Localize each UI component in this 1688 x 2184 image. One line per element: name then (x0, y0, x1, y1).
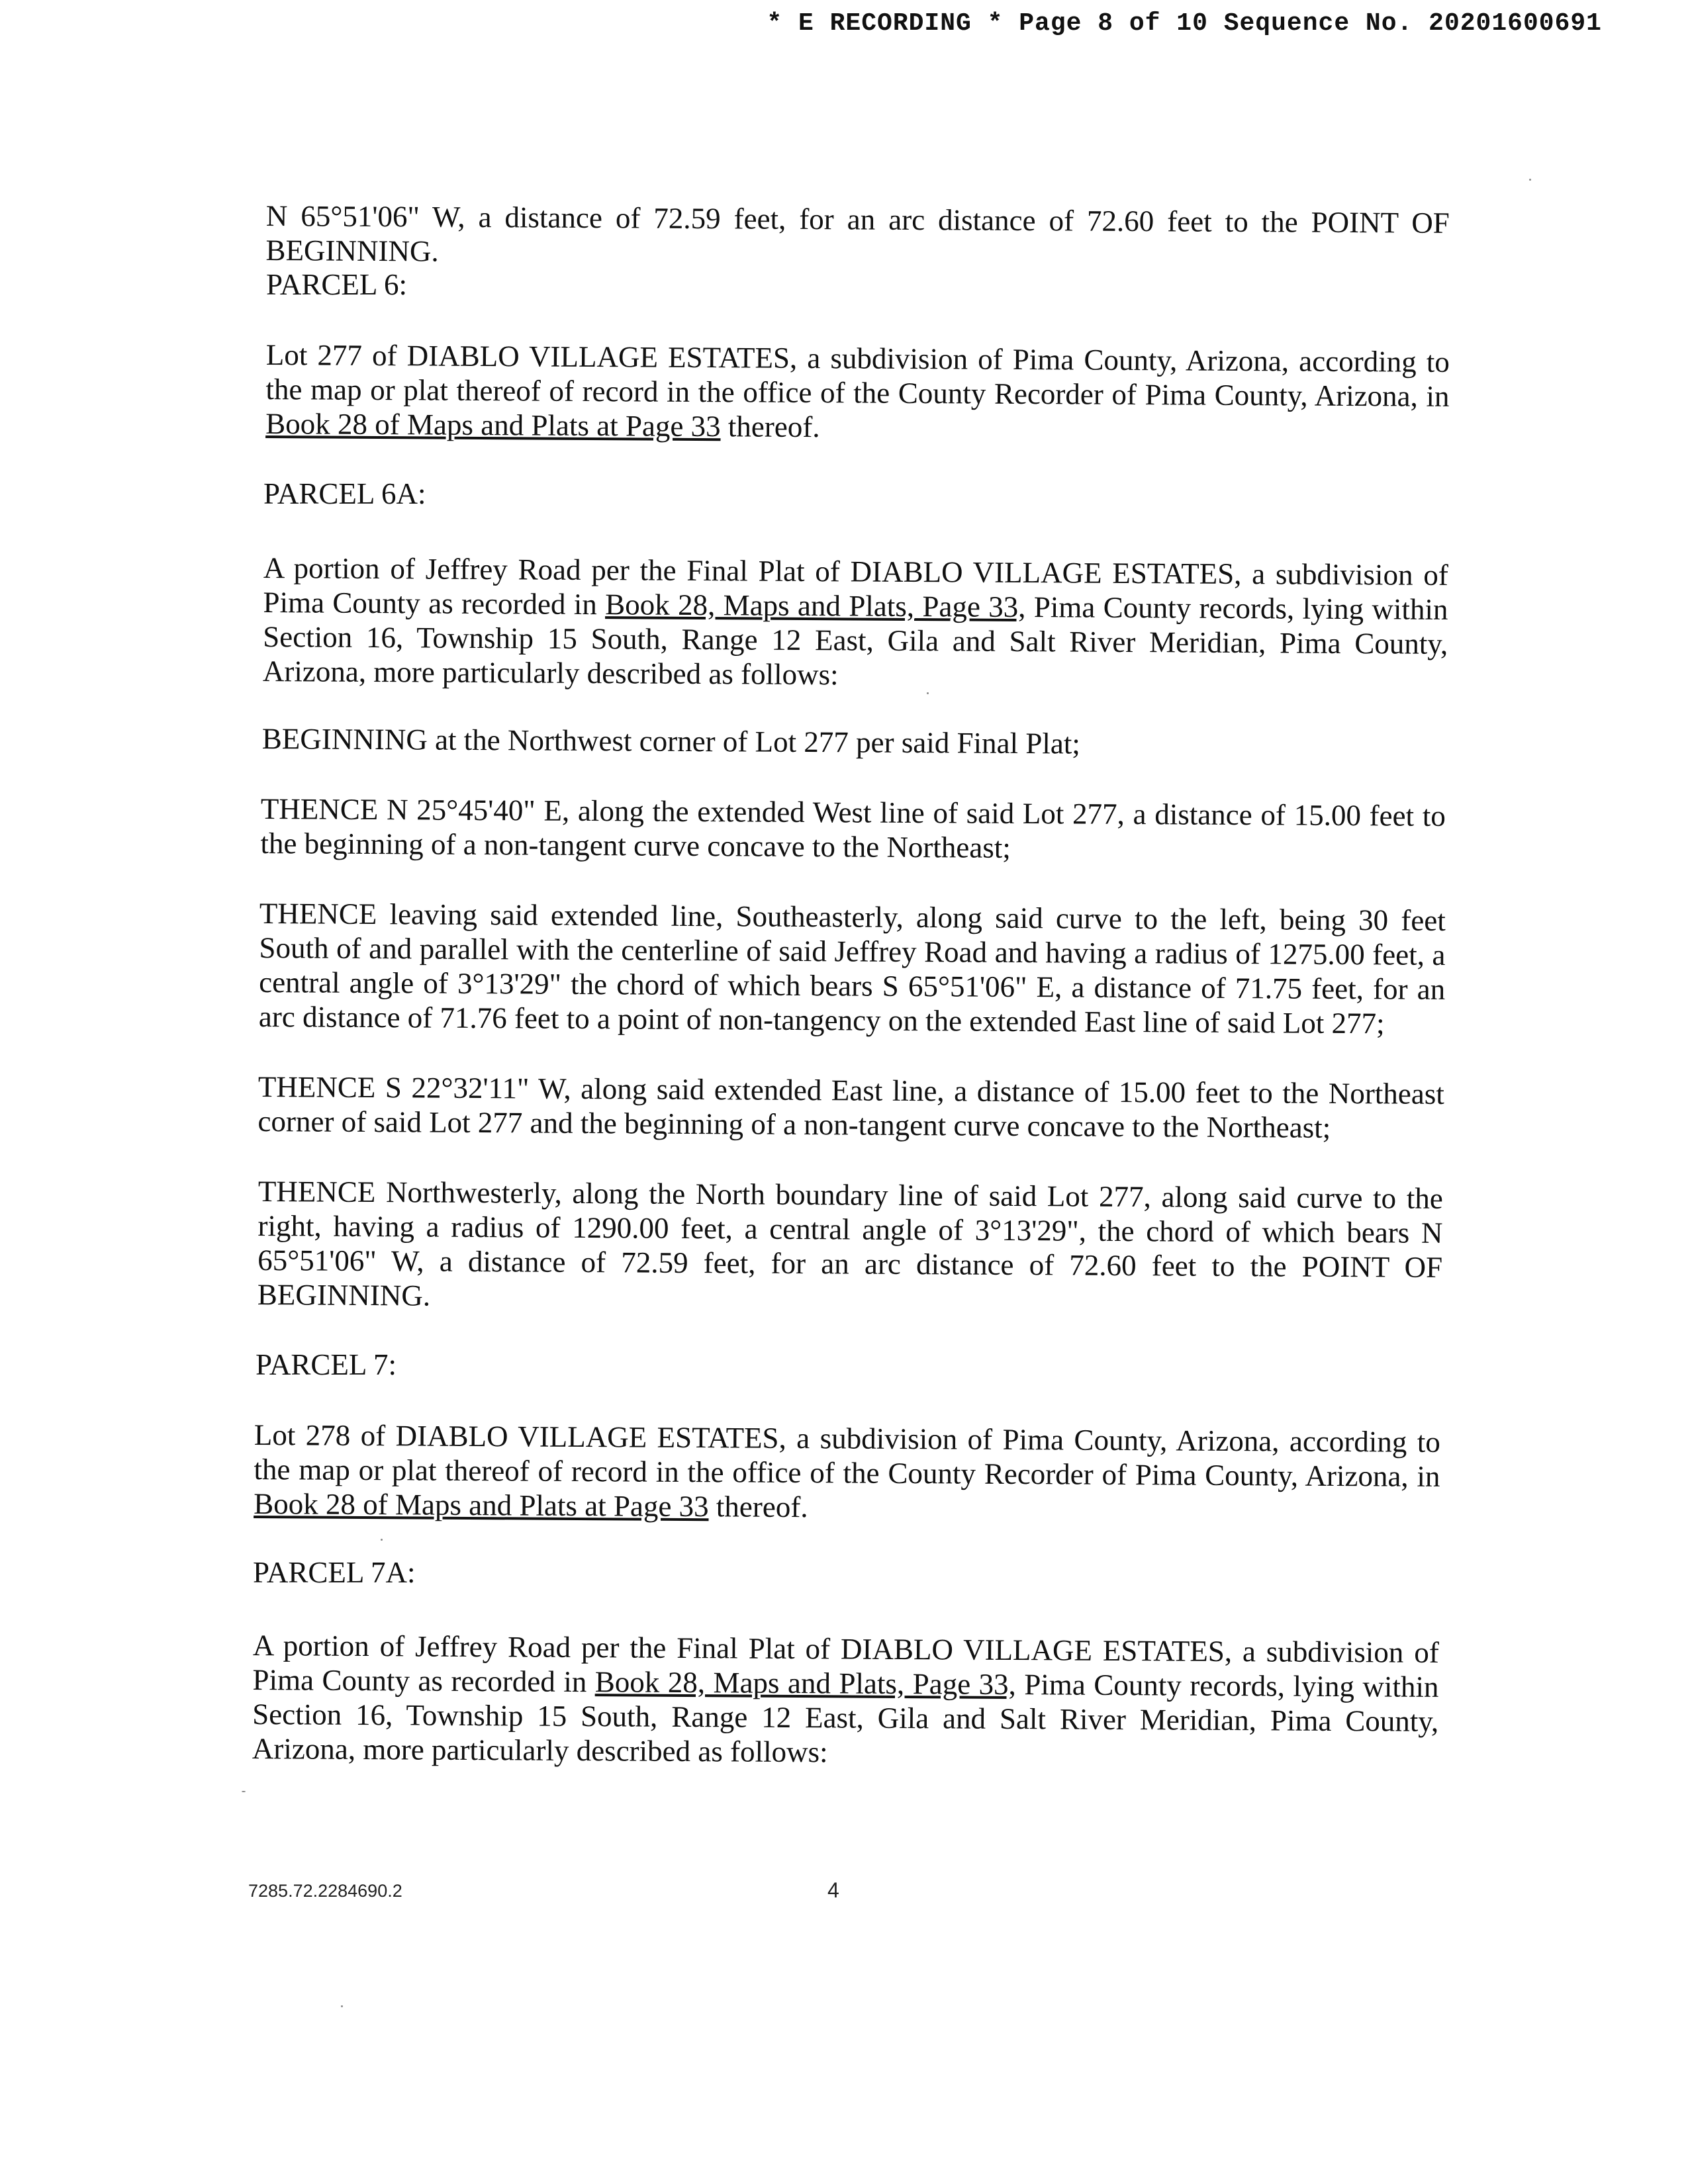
parcel-7-text-after: thereof. (708, 1490, 808, 1524)
scan-speck (927, 692, 929, 694)
parcel-6a-intro-before: A portion of Jeffrey Road per the Final Plat of DIABLO VILLAGE ESTATES, a subdivision of Pima County as recorded in (263, 551, 1448, 621)
parcel-7-text-before: Lot 278 of DIABLO VILLAGE ESTATES, a subdivision of Pima County, Arizona, according to the map or plat thereof of record in the office of the County Recorder of Pima County, Arizona, in (254, 1418, 1440, 1493)
parcel-6-text-after: thereof. (720, 410, 820, 444)
document-code: 7285.72.2284690.2 (248, 1881, 402, 1901)
parcel-6-book-reference: Book 28 of Maps and Plats at Page 33 (265, 406, 721, 443)
parcel-6a-thence-1: THENCE N 25°45'40" E, along the extended West line of said Lot 277, a distance of 15.00 feet to the beginning of a non-tangent curve concave to the Northeast; (260, 792, 1446, 864)
parcel-6-text-before: Lot 277 of DIABLO VILLAGE ESTATES, a subdivision of Pima County, Arizona, according to the map or plat thereof of record in the office of the County Recorder of Pima County, Arizona, in (265, 338, 1450, 413)
parcel-6a-book-reference: Book 28, Maps and Plats, Page 33, (605, 588, 1026, 624)
parcel-6a-intro-after: Pima County records, lying within Section 16, Township 15 South, Range 12 East, Gila and Salt River Meridian, Pima County, Arizona, more particularly described as follows: (262, 590, 1448, 692)
parcel-6a-intro (263, 551, 1448, 696)
parcel-6a-thence-4: THENCE Northwesterly, along the North boundary line of said Lot 277, along said curve to the right, having a radius of 1290.00 feet, a central angle of 3°13'29", the chord of which bears N 65°51'06" W, a distance of 72.59 feet, for an arc distance of 72.60 feet to the POINT OF BEGINNING. (257, 1175, 1443, 1312)
parcel-7a-intro-before: A portion of Jeffrey Road per the Final Plat of DIABLO VILLAGE ESTATES, a subdivision of Pima County as recorded in (252, 1629, 1439, 1699)
parcel-7-book-reference: Book 28 of Maps and Plats at Page 33 (254, 1486, 709, 1524)
parcel-7-heading: PARCEL 7: (256, 1348, 397, 1381)
parcel-6-description (265, 338, 1450, 448)
parcel-6-heading: PARCEL 6: (266, 268, 407, 301)
parcel-6a-thence-2: THENCE leaving said extended line, Southeasterly, along said curve to the left, being 30 feet South of and parallel with the centerline of said Jeffrey Road and having a radius of 1275.00 feet, a central angle of 3°13'29" the chord of which bears S 65°51'06" E, a distance of 71.75 feet, for an arc distance of 71.76 feet to a point of non-tangency on the extended East line of said Lot 277; (258, 897, 1446, 1040)
parcel-7a-intro (252, 1628, 1439, 1773)
parcel-7a-intro-after: Pima County records, lying within Section 16, Township 15 South, Range 12 East, Gila and Salt River Meridian, Pima County, Arizona, more particularly described as follows: (252, 1668, 1439, 1769)
scan-speck (341, 2005, 343, 2007)
recording-header: * E RECORDING * Page 8 of 10 Sequence No. 20201600691 (767, 9, 1602, 38)
scan-speck (381, 1539, 383, 1541)
scan-speck (1529, 179, 1531, 181)
scan-speck (242, 1791, 246, 1792)
page-number: 4 (827, 1878, 839, 1902)
continuation-paragraph: N 65°51'06" W, a distance of 72.59 feet, for an arc distance of 72.60 feet to the POINT OF BEGINNING. (265, 199, 1450, 268)
parcel-6a-thence-3: THENCE S 22°32'11" W, along said extended East line, a distance of 15.00 feet to the Northeast corner of said Lot 277 and the beginning of a non-tangent curve concave to the Northeast; (258, 1070, 1444, 1144)
parcel-6a-heading: PARCEL 6A: (263, 477, 426, 510)
parcel-7a-book-reference: Book 28, Maps and Plats, Page 33, (594, 1665, 1017, 1702)
parcel-6a-beginning: BEGINNING at the Northwest corner of Lot 277 per said Final Plat; (261, 722, 1080, 760)
parcel-7-description (254, 1418, 1440, 1528)
parcel-7a-heading: PARCEL 7A: (253, 1556, 416, 1589)
